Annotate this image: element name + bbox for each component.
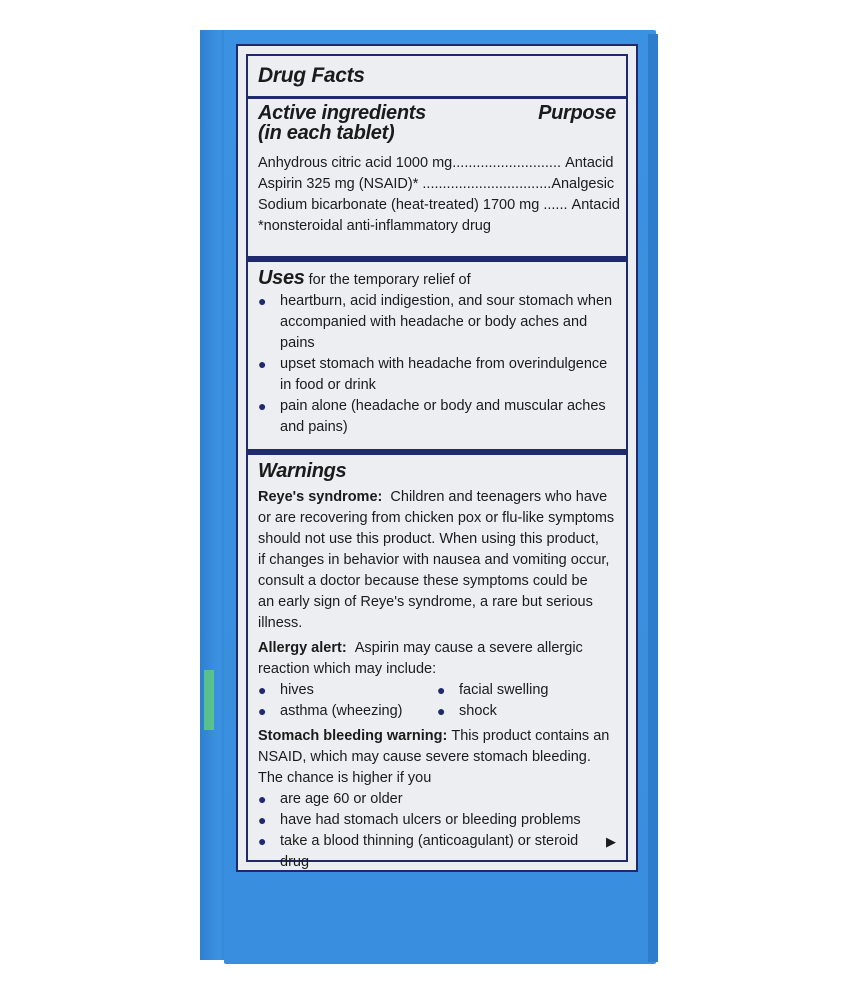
allergy-list — [258, 680, 616, 722]
bullet-icon: ● — [258, 703, 267, 719]
list-item: ● pain alone (headache or body and muscular aches and pains) — [258, 396, 616, 438]
stomach-bleeding-label: Stomach bleeding warning: — [258, 728, 448, 744]
warnings-divider — [248, 449, 626, 455]
uses-intro: for the temporary relief of — [308, 272, 471, 288]
bullet-icon: ● — [258, 682, 267, 698]
active-ingredients-subheading: (in each tablet) — [258, 122, 395, 144]
reye-label: Reye's syndrome: — [258, 489, 383, 505]
list-item: ● asthma (wheezing) — [258, 701, 437, 722]
allergy-label: Allergy alert: — [258, 640, 347, 656]
active-ingredients-block — [248, 102, 626, 237]
uses-section — [248, 268, 626, 438]
ingredient-row: Sodium bicarbonate (heat-treated) 1700 mg ...... Antacid — [258, 197, 620, 213]
list-item: ● hives — [258, 680, 437, 701]
bullet-icon: ● — [258, 398, 267, 414]
bullet-icon: ● — [437, 703, 446, 719]
drug-facts-panel — [236, 44, 638, 872]
list-item: ● upset stomach with headache from overindulgence in food or drink — [258, 354, 616, 396]
list-item: ● are age 60 or older — [258, 789, 616, 810]
list-item: ● have had stomach ulcers or bleeding problems — [258, 810, 616, 831]
list-item: ● shock — [437, 701, 616, 722]
bullet-icon: ● — [258, 812, 267, 828]
bullet-icon: ● — [258, 356, 267, 372]
active-ingredients-heading: Active ingredients — [258, 102, 426, 124]
bullet-icon: ● — [437, 682, 446, 698]
warnings-section: Warnings Reye's syndrome: Children and teenagers who have or are recovering from chicken pox or flu-like symptoms should not use this product. When using this product, if changes in behavior with nausea and vomiting occur, consult a doctor because these symptoms could be an early sign of Reye's syndrome, a rare but serious illness. Allergy alert: Aspirin may cause a severe allergic reaction which may include: ● hives ● asthma (wheezing) ● facial swelling ● shock Stomach bleeding warning: This product contains an NSAID, which may cause severe stomach bleeding. The chance is higher if you ● are age 60 or older ● have had stomach ulcers or bleeding problems ● take a blood thinning (anticoagulant) or steroid drug ▶ — [248, 460, 626, 873]
bullet-icon: ● — [258, 791, 267, 807]
uses-heading: Uses — [258, 267, 305, 289]
ingredient-row: Anhydrous citric acid 1000 mg........................... Antacid — [258, 155, 614, 171]
box-right-edge — [648, 34, 658, 962]
active-ingredients-section — [248, 64, 626, 88]
ingredient-row: Aspirin 325 mg (NSAID)* ................................Analgesic — [258, 176, 615, 192]
continue-arrow-icon: ▶ — [606, 834, 616, 849]
title-divider — [248, 96, 626, 99]
bullet-icon: ● — [258, 833, 267, 849]
purpose-heading: Purpose — [538, 102, 616, 124]
warnings-heading: Warnings — [258, 460, 347, 482]
bullet-icon: ● — [258, 293, 267, 309]
box-side-green-stripe — [204, 670, 214, 730]
ingredients-footnote: *nonsteroidal anti-inflammatory drug — [258, 218, 491, 234]
drug-facts-inner-frame — [246, 54, 628, 870]
list-item: ● take a blood thinning (anticoagulant) or steroid drug ▶ — [258, 831, 616, 873]
drug-facts-title: Drug Facts — [258, 64, 365, 87]
list-item: ● heartburn, acid indigestion, and sour stomach when accompanied with headache or body aches and pains — [258, 291, 616, 354]
uses-divider — [248, 256, 626, 262]
list-item: ● facial swelling — [437, 680, 616, 701]
